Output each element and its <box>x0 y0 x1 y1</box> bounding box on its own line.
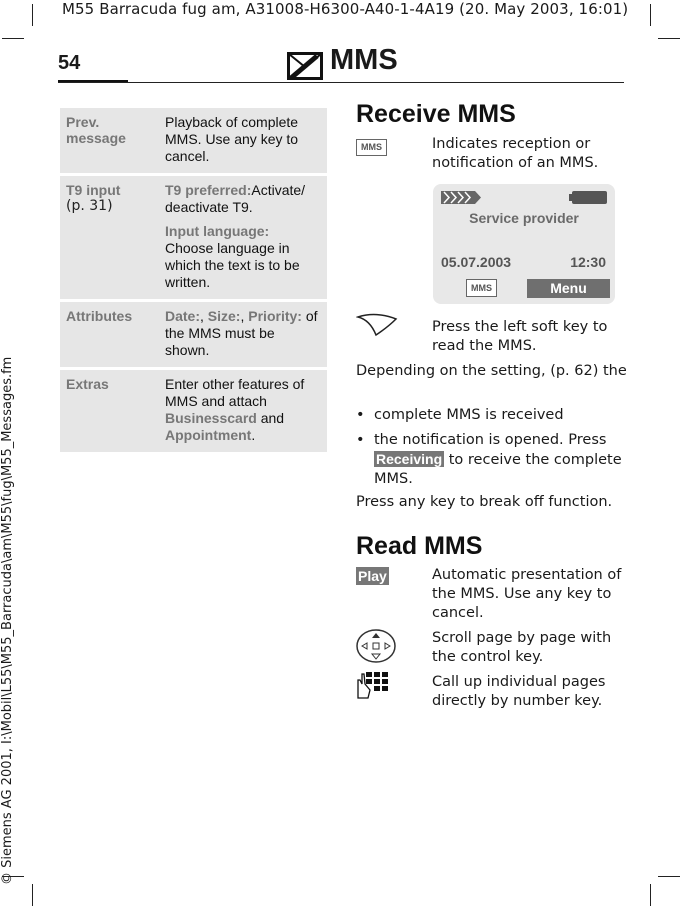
table-key: Prev. message <box>60 108 159 173</box>
options-table <box>60 105 327 455</box>
signal-strength-icon <box>441 191 481 204</box>
number-keys-icon <box>356 670 390 700</box>
play-softkey: Play <box>358 568 387 584</box>
option-text: Activate/ deactivate T9. <box>165 182 306 215</box>
menu-softkey[interactable]: Menu <box>527 279 610 298</box>
crop-mark <box>32 4 33 26</box>
table-value <box>159 370 327 452</box>
table-key <box>60 176 159 299</box>
crop-mark <box>658 876 680 877</box>
crop-mark <box>32 884 33 906</box>
press-left-key-description: Press the left soft key to read the MMS. <box>432 319 608 354</box>
side-caption: © Siemens AG 2001, I:\Mobil\L55\M55_Barracuda\am\M55\fug\M55_Messages.fm <box>0 356 15 885</box>
mms-indicator-description: Indicates reception or notification of an MMS. <box>432 136 599 171</box>
header-rule <box>58 82 624 83</box>
crop-mark <box>2 38 24 39</box>
table-row <box>60 108 327 173</box>
number-key-description: Call up individual pages directly by number key. <box>432 674 606 709</box>
bullet-text <box>374 431 626 489</box>
chapter-title: MMS <box>330 44 398 76</box>
phone-date: 05.07.2003 <box>441 254 512 270</box>
section-title-read: Read MMS <box>356 532 483 560</box>
page-reference: (p. 31) <box>66 198 113 214</box>
table-key: Extras <box>60 370 159 452</box>
table-row <box>60 302 327 367</box>
crop-mark <box>658 38 680 39</box>
mms-icon: MMS <box>356 139 387 156</box>
separator: , <box>240 308 249 324</box>
section-title-receive: Receive MMS <box>356 100 516 128</box>
option-text: . <box>251 427 256 443</box>
option-text: Choose language in which the text is to be written. <box>165 240 300 290</box>
table-value <box>159 176 327 299</box>
control-key-icon <box>355 627 397 665</box>
option-text: of the MMS must be shown. <box>165 308 318 358</box>
left-soft-key-icon <box>356 311 398 337</box>
service-provider-label: Service provider <box>469 210 579 226</box>
phone-time: 12:30 <box>570 254 606 270</box>
table-value: Playback of complete MMS. Use any key to cancel. <box>159 108 327 173</box>
battery-icon <box>569 191 607 204</box>
bullet-text: complete MMS is received <box>374 407 564 423</box>
option-text: and <box>256 410 285 426</box>
running-header: M55 Barracuda fug am, A31008-H6300-A40-1-4A19 (20. May 2003, 16:01) <box>62 0 629 18</box>
table-key: Attributes <box>60 302 159 367</box>
list-item <box>356 406 626 425</box>
option-name: Businesscard <box>165 410 257 426</box>
phone-display <box>433 184 615 304</box>
option-name: Priority: <box>248 308 302 324</box>
table-row <box>60 176 327 299</box>
table-row <box>60 370 327 452</box>
option-name: T9 preferred: <box>165 182 252 198</box>
table-key-label: T9 input <box>66 182 121 198</box>
bullet-icon: • <box>356 407 365 423</box>
list-item <box>356 431 626 489</box>
bullet-icon: • <box>356 432 365 448</box>
bullet-text-part: to receive the complete MMS. <box>374 452 622 487</box>
bullet-text-part: the notification is opened. Press <box>374 432 607 448</box>
option-name: Appointment <box>165 427 252 443</box>
break-off-paragraph: Press any key to break off function. <box>356 494 613 510</box>
table-value <box>159 302 327 367</box>
option-name: Input language: <box>165 223 270 239</box>
page-number: 54 <box>58 52 81 74</box>
depending-paragraph: Depending on the setting, (p. 62) the <box>356 363 627 379</box>
play-description: Automatic presentation of the MMS. Use any key to cancel. <box>432 567 622 621</box>
mms-icon: MMS <box>466 279 497 297</box>
separator: , <box>200 308 208 324</box>
option-name: Date: <box>165 308 201 324</box>
scroll-description: Scroll page by page with the control key. <box>432 630 612 665</box>
message-envelope-icon <box>287 52 323 80</box>
option-text: Enter other features of MMS and attach <box>165 376 305 409</box>
receiving-softkey: Receiving <box>376 451 443 467</box>
crop-mark <box>650 4 651 26</box>
option-name: Size: <box>207 308 241 324</box>
crop-mark <box>650 884 651 906</box>
